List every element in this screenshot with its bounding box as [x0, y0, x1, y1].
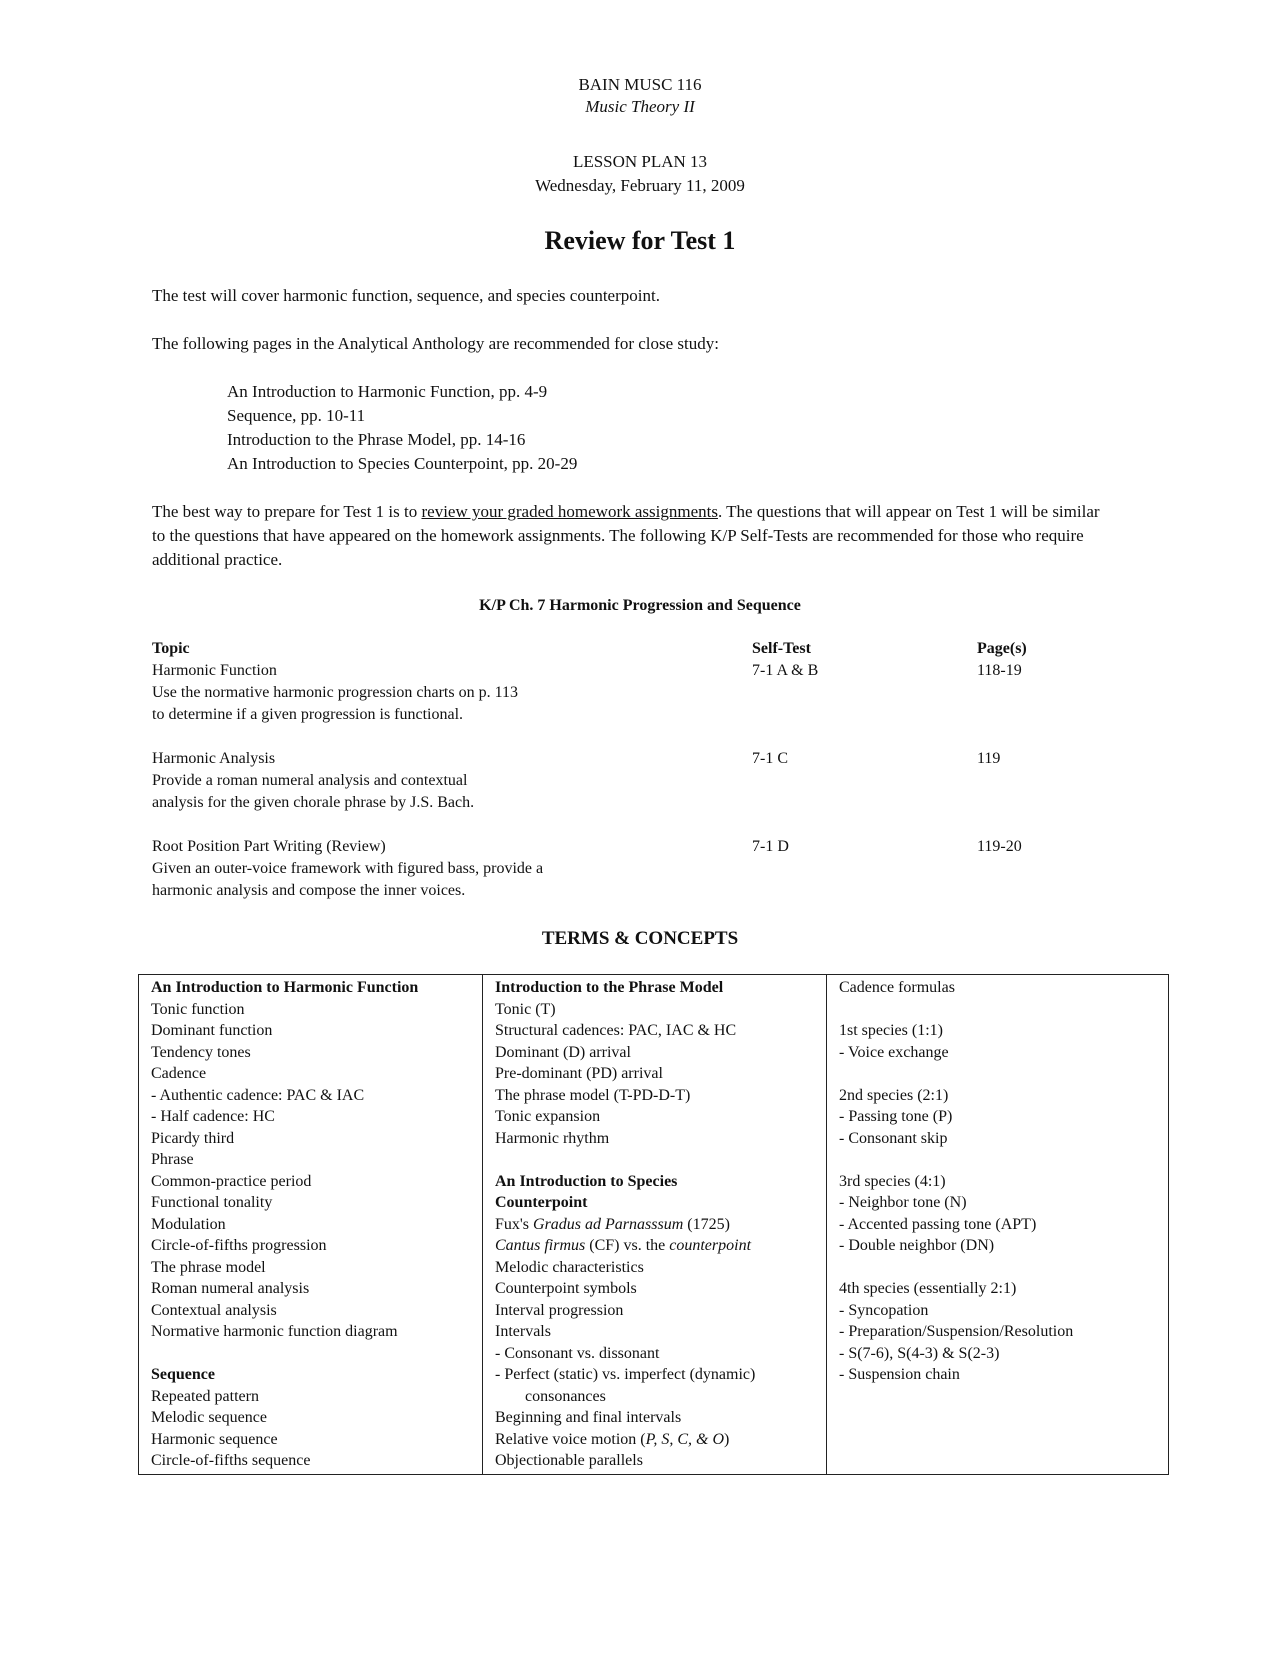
reading-item: Introduction to the Phrase Model, pp. 14-16	[227, 430, 526, 449]
term-item: Interval progression	[495, 1301, 624, 1319]
term-item: 1st species (1:1)	[839, 1022, 943, 1039]
reading-item: An Introduction to Harmonic Function, pp. 4-9	[227, 382, 548, 401]
term-item: 3rd species (4:1)	[839, 1172, 946, 1190]
self-test-row	[152, 660, 1112, 682]
term-item: Melodic sequence	[151, 1409, 267, 1426]
term-item: Harmonic rhythm	[495, 1129, 610, 1147]
lesson-date: Wednesday, February 11, 2009	[535, 176, 745, 195]
term-item: - Passing tone (P)	[839, 1108, 953, 1125]
self-test-row	[152, 836, 1112, 858]
topic-description: Use the normative harmonic progression charts on p. 113	[152, 684, 518, 701]
self-test-header-row	[152, 638, 1112, 660]
terms-column-species	[827, 975, 1169, 1475]
term-item: - Half cadence: HC	[151, 1108, 275, 1125]
term-item: - Authentic cadence: PAC & IAC	[151, 1086, 365, 1104]
preparation-paragraph	[152, 500, 1112, 572]
term-item: 2nd species (2:1)	[839, 1086, 949, 1104]
term-item: Relative voice motion (P, S, C, & O)	[495, 1430, 730, 1448]
topic-description: Given an outer-voice framework with figured bass, provide a	[152, 860, 544, 877]
page-range: 119-20	[977, 838, 1022, 855]
col-topic: Topic	[152, 640, 190, 657]
terms-subheading: Counterpoint	[495, 1194, 588, 1211]
term-item: Beginning and final intervals	[495, 1409, 682, 1426]
term-item: Dominant (D) arrival	[495, 1043, 631, 1061]
topic-description: harmonic analysis and compose the inner voices.	[152, 882, 466, 899]
term-item: Intervals	[495, 1323, 551, 1340]
term-item: - Consonant vs. dissonant	[495, 1344, 660, 1362]
prep-text-start: The best way to prepare for Test 1 is to	[152, 502, 422, 521]
topic-description: Provide a roman numeral analysis and contextual	[152, 772, 468, 789]
prep-text-end: . The questions that will appear on Test 1 will be similar to the questions that have appeared on the homework assignments. The following K/P Self-Tests are recommended for those who require additional practice.	[152, 502, 1100, 569]
reading-item: An Introduction to Species Counterpoint, pp. 20-29	[227, 454, 578, 473]
term-item: Cadence formulas	[839, 979, 955, 996]
term-item: Tonic expansion	[495, 1108, 601, 1125]
self-test-id: 7-1 D	[752, 838, 789, 855]
coverage-paragraph: The test will cover harmonic function, sequence, and species counterpoint.	[152, 286, 660, 305]
term-item: The phrase model (T-PD-D-T)	[495, 1086, 691, 1104]
term-item: Tonic (T)	[495, 1000, 556, 1018]
term-item: Picardy third	[151, 1129, 235, 1147]
term-item: - Neighbor tone (N)	[839, 1194, 967, 1211]
term-item: Objectionable parallels	[495, 1452, 643, 1469]
course-subtitle: Music Theory II	[585, 97, 695, 116]
terms-column-harmonic-function	[139, 975, 483, 1475]
terms-subheading: Sequence	[151, 1366, 215, 1383]
term-item: Contextual analysis	[151, 1301, 277, 1319]
page-range: 118-19	[977, 662, 1022, 679]
term-item: - Suspension chain	[839, 1366, 960, 1383]
topic-description: analysis for the given chorale phrase by J.S. Bach.	[152, 794, 475, 811]
self-test-row	[152, 748, 1112, 770]
term-item: Melodic characteristics	[495, 1258, 644, 1276]
terms-subheading: An Introduction to Species	[495, 1172, 678, 1190]
term-item: Cantus firmus (CF) vs. the counterpoint	[495, 1237, 752, 1254]
topic-name: Root Position Part Writing (Review)	[152, 838, 386, 855]
term-item: Fux's Gradus ad Parnasssum (1725)	[495, 1215, 730, 1233]
term-item: Pre-dominant (PD) arrival	[495, 1065, 663, 1082]
term-item: Circle-of-fifths sequence	[151, 1452, 311, 1469]
terms-table	[138, 974, 1169, 1475]
homework-emphasis: review your graded homework assignments	[421, 502, 718, 521]
term-item: - Consonant skip	[839, 1129, 948, 1147]
term-item: The phrase model	[151, 1258, 266, 1276]
reading-item: Sequence, pp. 10-11	[227, 406, 366, 425]
terms-column-phrase-model	[483, 975, 827, 1475]
recommend-paragraph: The following pages in the Analytical Anthology are recommended for close study:	[152, 334, 719, 353]
term-item: Roman numeral analysis	[151, 1280, 310, 1297]
term-item: Counterpoint symbols	[495, 1280, 637, 1297]
course-header	[0, 74, 1280, 118]
term-item: Structural cadences: PAC, IAC & HC	[495, 1022, 737, 1039]
readings-list	[227, 380, 577, 476]
term-item: - Perfect (static) vs. imperfect (dynamic)	[495, 1366, 756, 1383]
term-item: Modulation	[151, 1215, 226, 1233]
terms-heading: TERMS & CONCEPTS	[541, 928, 739, 949]
terms-subheading: Introduction to the Phrase Model	[495, 979, 724, 996]
course-code: BAIN MUSC 116	[578, 75, 702, 94]
term-item: Harmonic sequence	[151, 1430, 278, 1448]
page-range: 119	[977, 750, 1001, 767]
self-test-id: 7-1 C	[752, 750, 788, 767]
col-pages: Page(s)	[977, 640, 1027, 657]
topic-description: to determine if a given progression is functional.	[152, 706, 464, 723]
term-item: - Voice exchange	[839, 1043, 949, 1061]
term-item: Cadence	[151, 1065, 207, 1082]
lesson-header	[0, 150, 1280, 198]
term-item: Phrase	[151, 1151, 194, 1168]
topic-name: Harmonic Function	[152, 662, 277, 679]
term-item: consonances	[525, 1387, 606, 1405]
page-title: Review for Test 1	[544, 226, 736, 255]
term-item: Functional tonality	[151, 1194, 273, 1211]
lesson-number: LESSON PLAN 13	[572, 152, 708, 171]
self-test-table	[152, 638, 1112, 902]
term-item: Repeated pattern	[151, 1387, 259, 1405]
kp-section-heading: K/P Ch. 7 Harmonic Progression and Sequence	[479, 597, 801, 614]
term-item: Circle-of-fifths progression	[151, 1237, 327, 1254]
term-item: Normative harmonic function diagram	[151, 1323, 398, 1340]
term-item: Tendency tones	[151, 1043, 251, 1061]
term-item: - Preparation/Suspension/Resolution	[839, 1323, 1074, 1340]
term-item: - S(7-6), S(4-3) & S(2-3)	[839, 1344, 1000, 1362]
terms-subheading: An Introduction to Harmonic Function	[151, 979, 419, 996]
term-item: - Syncopation	[839, 1301, 929, 1319]
term-item: 4th species (essentially 2:1)	[839, 1280, 1017, 1297]
term-item: - Accented passing tone (APT)	[839, 1215, 1037, 1233]
topic-name: Harmonic Analysis	[152, 750, 276, 767]
term-item: Common-practice period	[151, 1172, 312, 1190]
term-item: - Double neighbor (DN)	[839, 1237, 995, 1254]
col-self-test: Self-Test	[752, 640, 811, 657]
self-test-id: 7-1 A & B	[752, 662, 819, 679]
term-item: Tonic function	[151, 1000, 245, 1018]
term-item: Dominant function	[151, 1022, 273, 1039]
